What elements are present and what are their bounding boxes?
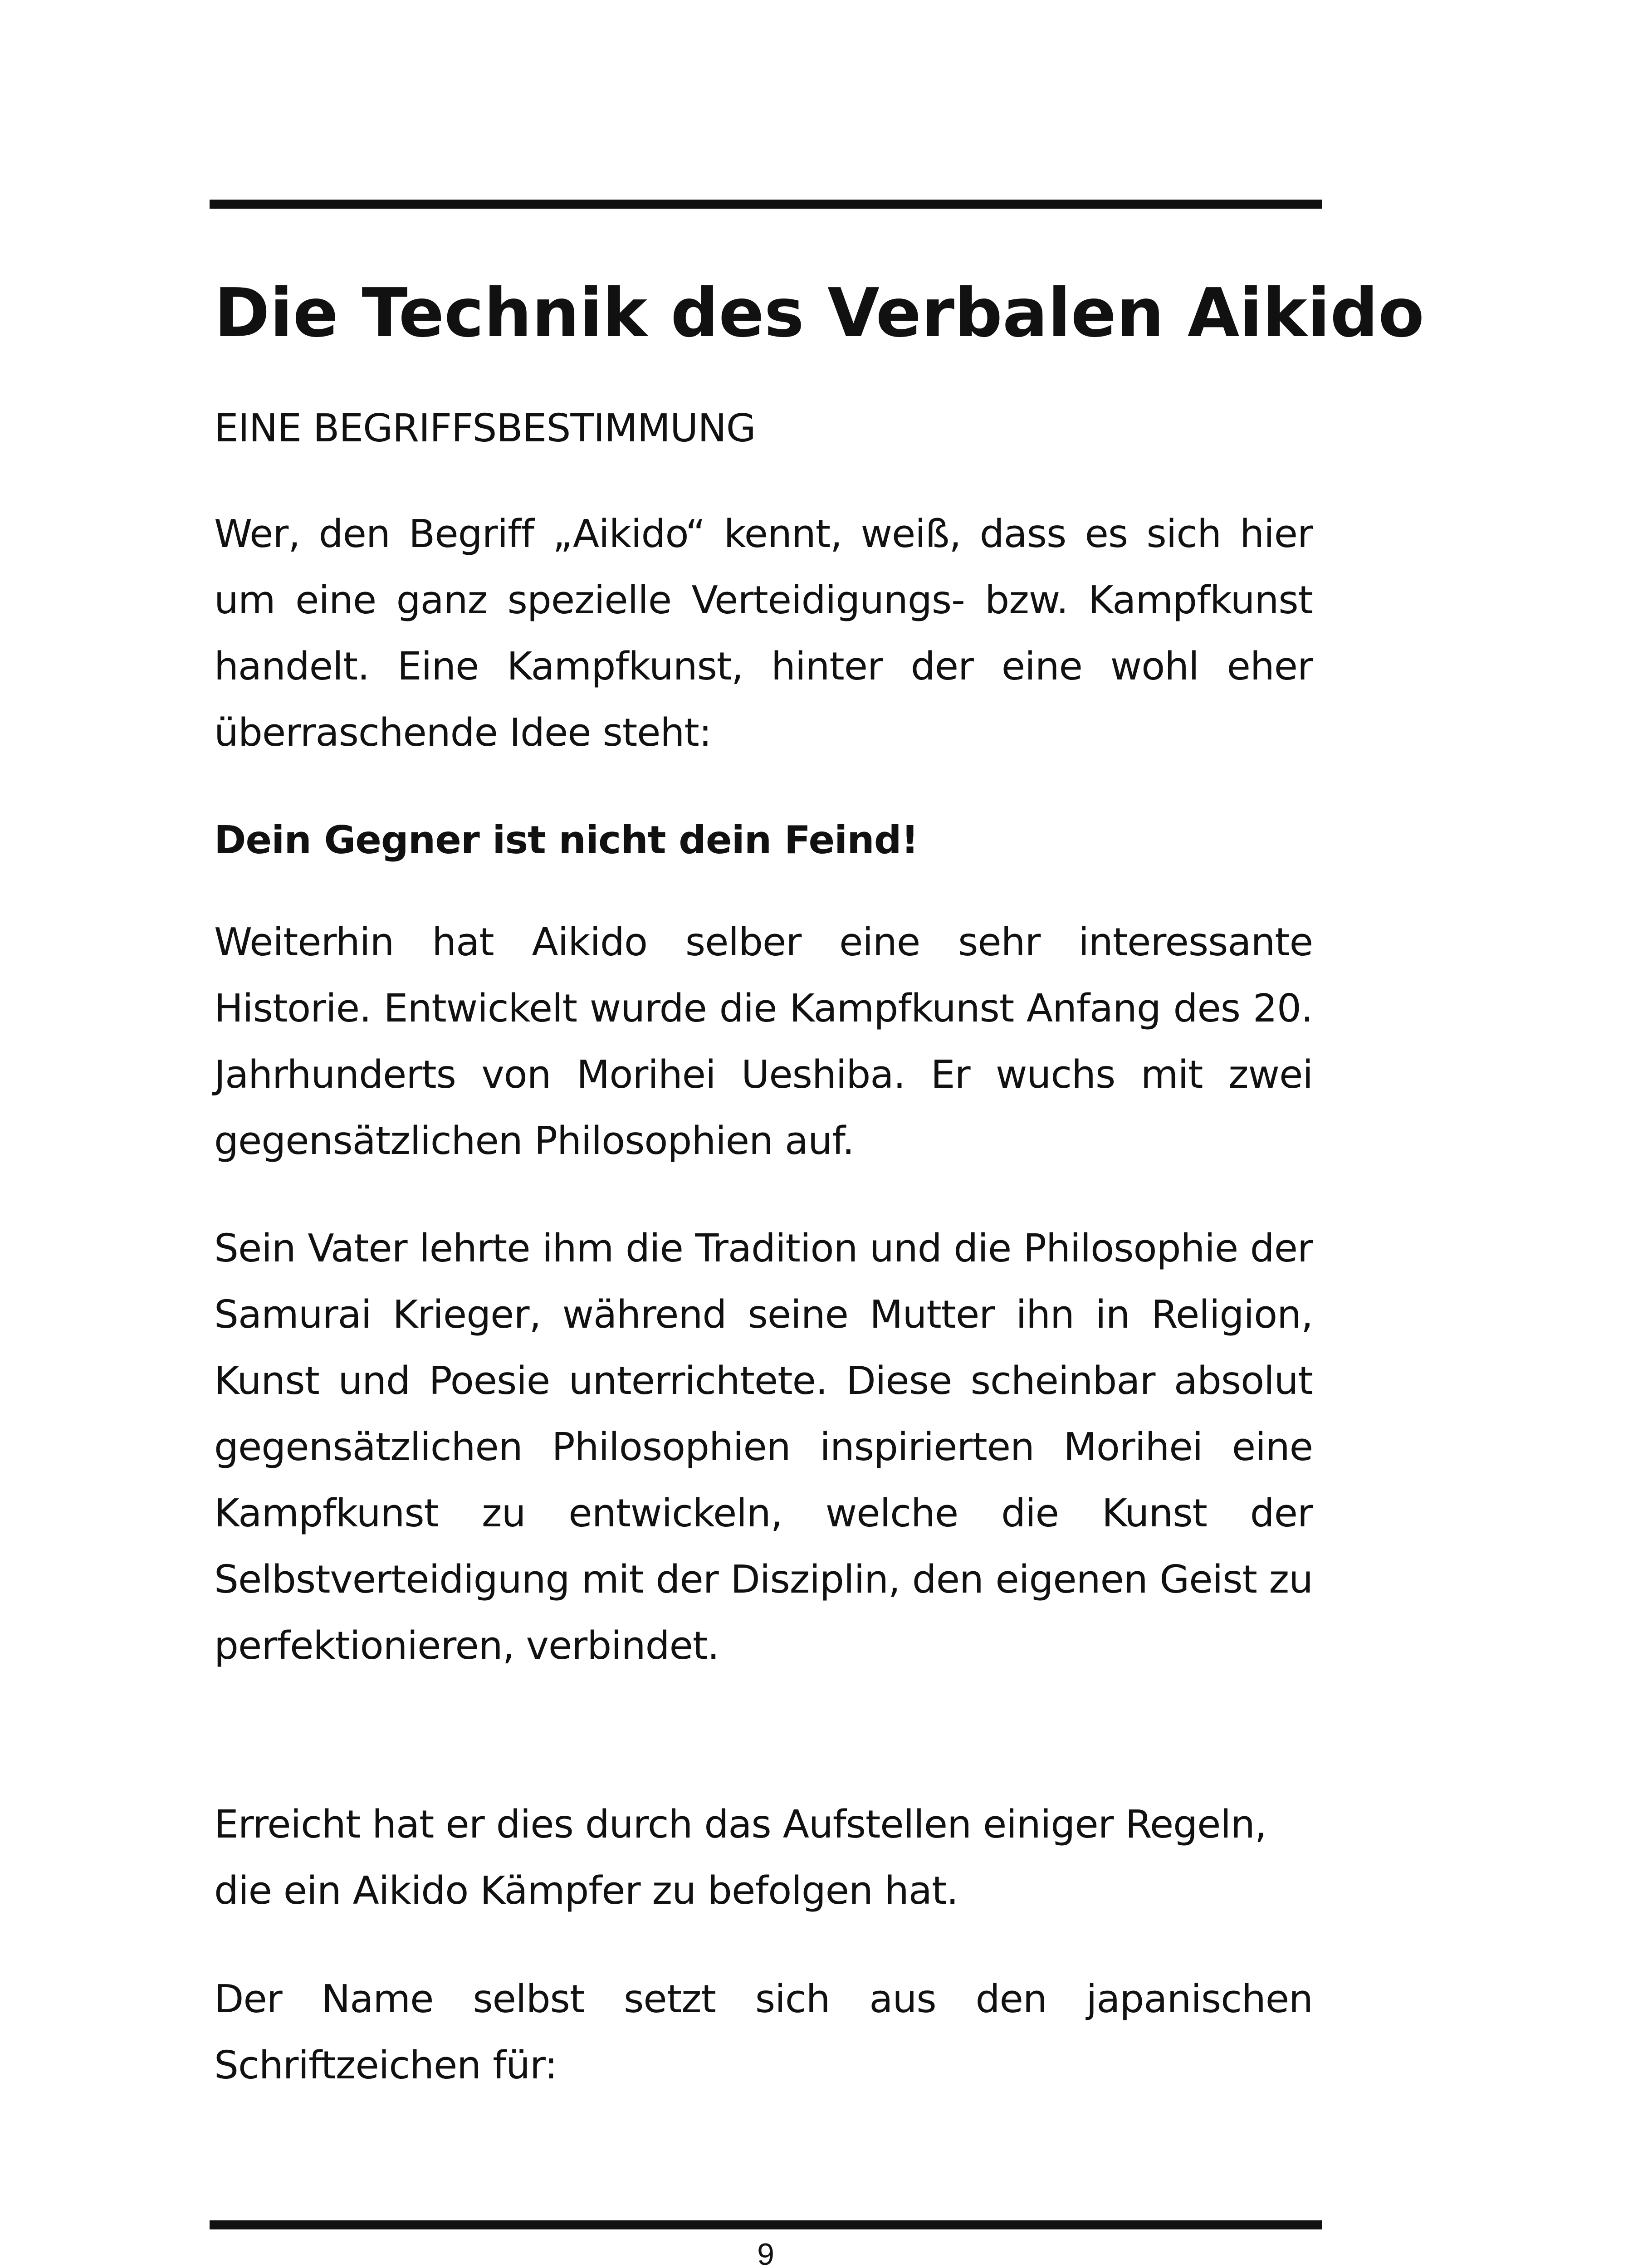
top-rule: [210, 200, 1322, 209]
paragraph-intro: Wer, den Begriff „Aikido“ kennt, weiß, dass es sich hier um eine ganz spezielle Verteidigungs- bzw. Kampfkunst handelt. Eine Kampfkunst, hinter der eine wohl eher überraschende Idee steht:: [214, 512, 1313, 755]
paragraph-rules: Erreicht hat er dies durch das Aufstellen einiger Regeln, die ein Aikido Kämpfer zu befolgen hat.: [214, 1802, 1266, 1913]
paragraph-philosophy: Sein Vater lehrte ihm die Tradition und die Philosophie der Samurai Krieger, während seine Mutter ihn in Religion, Kunst und Poesie unterrichtete. Diese scheinbar absolut gegensätzlichen Philosophien inspirierten Morihei eine Kampfkunst zu entwickeln, welche die Kunst der Selbstverteidigung mit der Disziplin, den eigenen Geist zu perfektionieren, verbindet.: [214, 1226, 1313, 1668]
page-number: 9: [757, 2237, 774, 2268]
paragraph-name: Der Name selbst setzt sich aus den japanischen Schriftzeichen für:: [214, 1977, 1313, 2088]
paragraph-history: Weiterhin hat Aikido selber eine sehr interessante Historie. Entwickelt wurde die Kampfkunst Anfang des 20. Jahrhunderts von Morihei Ueshiba. Er wuchs mit zwei gegensätzlichen Philosophien auf.: [214, 920, 1313, 1163]
paragraph-emphasis: Dein Gegner ist nicht dein Feind!: [214, 818, 919, 863]
bottom-rule: [210, 2220, 1322, 2229]
section-subtitle: EINE BEGRIFFSBESTIMMUNG: [214, 406, 756, 451]
page-title: Die Technik des Verbalen Aikido: [214, 274, 1424, 352]
